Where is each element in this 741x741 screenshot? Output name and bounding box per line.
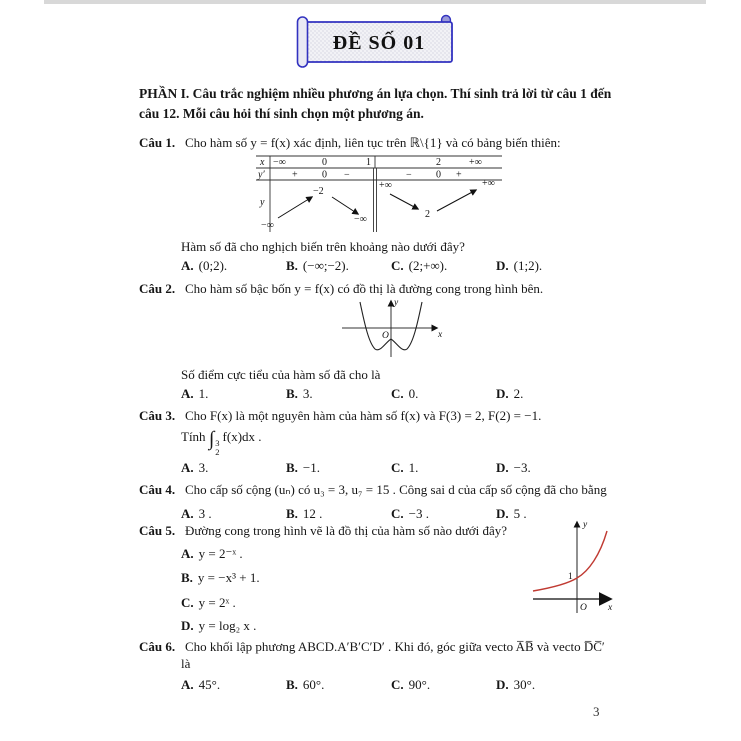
bbt-y-value: +∞	[482, 178, 495, 189]
bbt-arrow-down	[390, 194, 418, 209]
question-6-text: Cho khối lập phương ABCD.A′B′C′D′ . Khi đó, góc giữa vecto A̅B̅ và vecto D̅C̅′	[185, 639, 605, 654]
title-banner	[294, 10, 464, 72]
bbt-row-x-label: x	[260, 157, 265, 168]
option-a: A. 3 .	[181, 506, 212, 521]
bbt-sign: −	[344, 169, 350, 181]
option-d: D. (1;2).	[496, 258, 543, 273]
tick-label-1: 1	[568, 572, 573, 582]
option-a: A. 1.	[181, 386, 209, 401]
question-5-option-d: D. y = log₂ x .	[181, 618, 257, 633]
question-2	[139, 280, 543, 297]
question-4-text: Cho cấp số cộng (uₙ) có u₃ = 3, u₇ = 15 . Công sai d của cấp số cộng đã cho bằng	[185, 482, 607, 497]
question-5-text: Đường cong trong hình vẽ là đồ thị của hàm số nào dưới đây?	[185, 523, 508, 538]
bbt-y-value: −2	[313, 186, 324, 197]
x-axis-label: x	[438, 330, 443, 340]
option-b: B. 60°.	[286, 677, 325, 692]
question-6	[139, 638, 605, 655]
bbt-row-y-label: y	[260, 197, 265, 208]
question-3-options	[181, 460, 621, 476]
option-b: B. −1.	[286, 460, 321, 475]
question-2-subtext: Số điểm cực tiểu của hàm số đã cho là	[181, 367, 381, 382]
question-3-text: Cho F(x) là một nguyên hàm của hàm số f(x) và F(3) = 2, F(2) = −1.	[185, 408, 542, 423]
origin-label: O	[382, 331, 389, 341]
variation-table	[256, 155, 503, 233]
question-3	[139, 407, 541, 424]
question-6-text-line2: là	[181, 656, 191, 671]
quartic-graph-figure	[334, 296, 446, 362]
question-3-label: Câu 3.	[139, 408, 176, 423]
bbt-x-value: +∞	[469, 157, 482, 168]
option-a: A. 45°.	[181, 677, 221, 692]
question-1-label: Câu 1.	[139, 135, 176, 150]
option-c: C. −3 .	[391, 506, 429, 521]
question-6-options	[181, 677, 621, 693]
bbt-y-value: −∞	[354, 214, 367, 225]
integral-prefix: Tính	[181, 429, 206, 444]
option-c: C. 1.	[391, 460, 419, 475]
exponential-curve	[533, 531, 607, 591]
option-c: C. 0.	[391, 386, 419, 401]
question-1-options	[181, 258, 621, 274]
question-5	[139, 522, 507, 539]
part-1-intro: PHẦN I. Câu trắc nghiệm nhiều phương án lựa chọn. Thí sinh trả lời từ câu 1 đến câu 12. Mỗi câu hỏi thí sinh chọn một phương án.	[139, 86, 612, 121]
option-b: B. 12 .	[286, 506, 323, 521]
question-2-options	[181, 386, 621, 402]
bbt-arrow-up	[278, 197, 312, 218]
question-6-label: Câu 6.	[139, 639, 176, 654]
option-d: D. 30°.	[496, 677, 536, 692]
option-c: C. 90°.	[391, 677, 431, 692]
bbt-arrow-down	[332, 197, 358, 214]
integral-limits: 3 2	[215, 438, 220, 458]
bbt-y-value: 2	[425, 209, 430, 220]
question-5-option-c: C. y = 2ˣ .	[181, 595, 236, 610]
banner-title: ĐỀ SỐ 01	[332, 32, 426, 54]
option-d: D. −3.	[496, 460, 531, 475]
question-4	[139, 481, 607, 498]
option-a: A. 3.	[181, 460, 209, 475]
question-1	[139, 134, 561, 151]
y-axis-label: y	[583, 520, 588, 530]
page-edge-shadow	[44, 0, 706, 4]
bbt-sign: 0	[436, 169, 441, 181]
bbt-x-value: 1	[366, 157, 371, 168]
question-2-label: Câu 2.	[139, 281, 176, 296]
question-1-text: Cho hàm số y = f(x) xác định, liên tục trên ℝ\{1} và có bảng biến thiên:	[185, 135, 561, 150]
option-a: A. (0;2).	[181, 258, 228, 273]
question-1-subtext: Hàm số đã cho nghịch biến trên khoảng nào dưới đây?	[181, 239, 465, 254]
option-b: B. (−∞;−2).	[286, 258, 349, 273]
bbt-sign: −	[406, 169, 412, 181]
bbt-y-value: +∞	[379, 180, 392, 191]
option-d: D. 2.	[496, 386, 524, 401]
option-d: D. 5 .	[496, 506, 527, 521]
question-5-option-b: B. y = −x³ + 1.	[181, 570, 260, 585]
question-5-option-a: A. y = 2⁻ˣ .	[181, 546, 243, 561]
banner-left-roll	[298, 17, 308, 67]
integral-body: f(x)dx .	[222, 429, 262, 444]
bbt-x-value: 2	[436, 157, 441, 168]
question-5-label: Câu 5.	[139, 523, 176, 538]
question-4-label: Câu 4.	[139, 482, 176, 497]
bbt-sign: +	[292, 169, 298, 181]
option-b: B. 3.	[286, 386, 313, 401]
origin-label: O	[580, 603, 587, 613]
bbt-sign: 0	[322, 169, 327, 181]
integral-sign: ∫	[208, 428, 215, 450]
bbt-sign: +	[456, 169, 462, 181]
option-c: C. (2;+∞).	[391, 258, 448, 273]
bbt-x-value: 0	[322, 157, 327, 168]
exponential-graph-figure	[531, 515, 619, 617]
x-axis-label: x	[608, 603, 613, 613]
bbt-x-value: −∞	[273, 157, 286, 168]
bbt-row-yprime-label: y′	[258, 169, 265, 181]
question-3-integral-line	[181, 428, 262, 458]
y-axis-label: y	[394, 298, 399, 308]
bbt-y-value: −∞	[261, 220, 274, 231]
question-2-text: Cho hàm số bậc bốn y = f(x) có đồ thị là đường cong trong hình bên.	[185, 281, 544, 296]
page-number: 3	[593, 704, 600, 719]
bbt-arrow-up	[437, 190, 476, 211]
